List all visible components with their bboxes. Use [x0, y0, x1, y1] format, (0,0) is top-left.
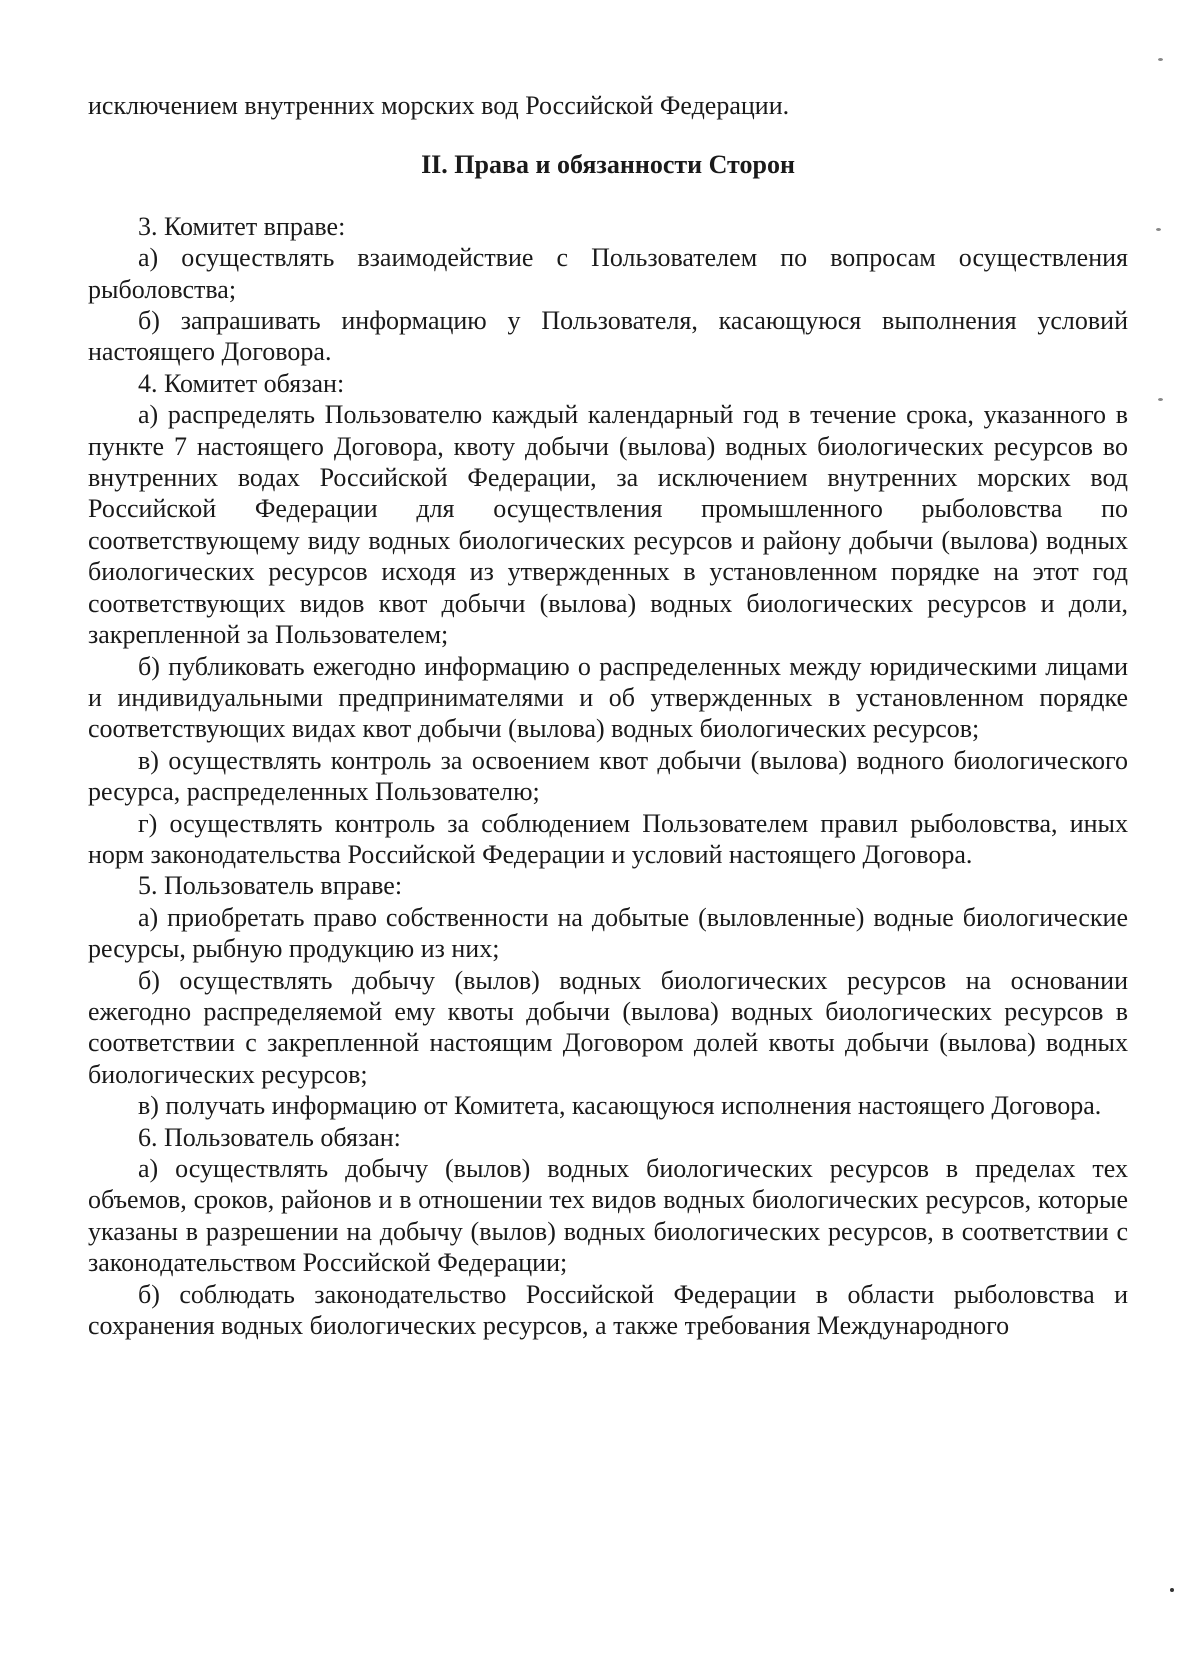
- paragraph-3: 3. Комитет вправе:: [138, 211, 346, 241]
- paragraph-3b: б) запрашивать информацию у Пользователя, касающуюся выполнения условий настоящего Договора.: [88, 306, 1128, 367]
- lead-line: исключением внутренних морских вод Российской Федерации.: [88, 91, 790, 120]
- paragraph-4g: г) осуществлять контроль за соблюдением Пользователем правил рыболовства, иных норм законодательства Российской Федерации и условий настоящего Договора.: [88, 808, 1128, 869]
- scan-speck: [1156, 228, 1161, 231]
- paragraph-6: 6. Пользователь обязан:: [138, 1122, 401, 1152]
- document-page: [88, 90, 1128, 1341]
- paragraph-5v: в) получать информацию от Комитета, касающуюся исполнения настоящего Договора.: [138, 1091, 1102, 1121]
- scan-speck: [1170, 1588, 1174, 1592]
- paragraph-4: 4. Комитет обязан:: [138, 368, 345, 398]
- scan-speck: [1158, 58, 1163, 61]
- paragraph-3a: а) осуществлять взаимодействие с Пользователем по вопросам осуществления рыболовства;: [88, 243, 1128, 304]
- paragraph-5a: а) приобретать право собственности на добытые (выловленные) водные биологические ресурсы, рыбную продукцию из них;: [88, 902, 1128, 964]
- paragraph-6a: а) осуществлять добычу (вылов) водных биологических ресурсов в пределах тех объемов, сроков, районов и в отношении тех видов водных биологических ресурсов, которые указаны в разрешении на добычу (вылов) водных биологических ресурсов, в соответствии с законодательством Российской Федерации;: [88, 1154, 1128, 1278]
- paragraph-5b: б) осуществлять добычу (вылов) водных биологических ресурсов на основании ежегодно распределяемой ему квоты добычи (вылова) водных биологических ресурсов в соответствии с закрепленной настоящим Договором долей квоты добычи (вылова) водных биологических ресурсов;: [88, 965, 1128, 1089]
- paragraph-4a: а) распределять Пользователю каждый календарный год в течение срока, указанного в пункте 7 настоящего Договора, квоту добычи (вылова) водных биологических ресурсов во внутренних водах Российской Федерации, за исключением внутренних морских вод Российской Федерации для осуществления промышленного рыболовства по соответствующему виду водных биологических ресурсов и району добычи (вылова) водных биологических ресурсов исходя из утвержденных в установленном порядке на этот год соответствующих видов квот добычи (вылова) водных биологических ресурсов и доли, закрепленной за Пользователем;: [88, 400, 1128, 650]
- paragraph-6b: б) соблюдать законодательство Российской Федерации в области рыболовства и сохранения водных биологических ресурсов, а также требования Международного: [88, 1279, 1128, 1341]
- paragraph-5: 5. Пользователь вправе:: [138, 871, 403, 901]
- paragraph-4b: б) публиковать ежегодно информацию о распределенных между юридическими лицами и индивидуальными предпринимателями и об утвержденных в установленном порядке соответствующих видах квот добычи (вылова) водных биологических ресурсов;: [88, 651, 1128, 744]
- paragraph-4v: в) осуществлять контроль за освоением квот добычи (вылова) водного биологического ресурса, распределенных Пользователю;: [88, 745, 1128, 807]
- section-heading: II. Права и обязанности Сторон: [421, 150, 795, 180]
- scan-speck: [1158, 398, 1163, 401]
